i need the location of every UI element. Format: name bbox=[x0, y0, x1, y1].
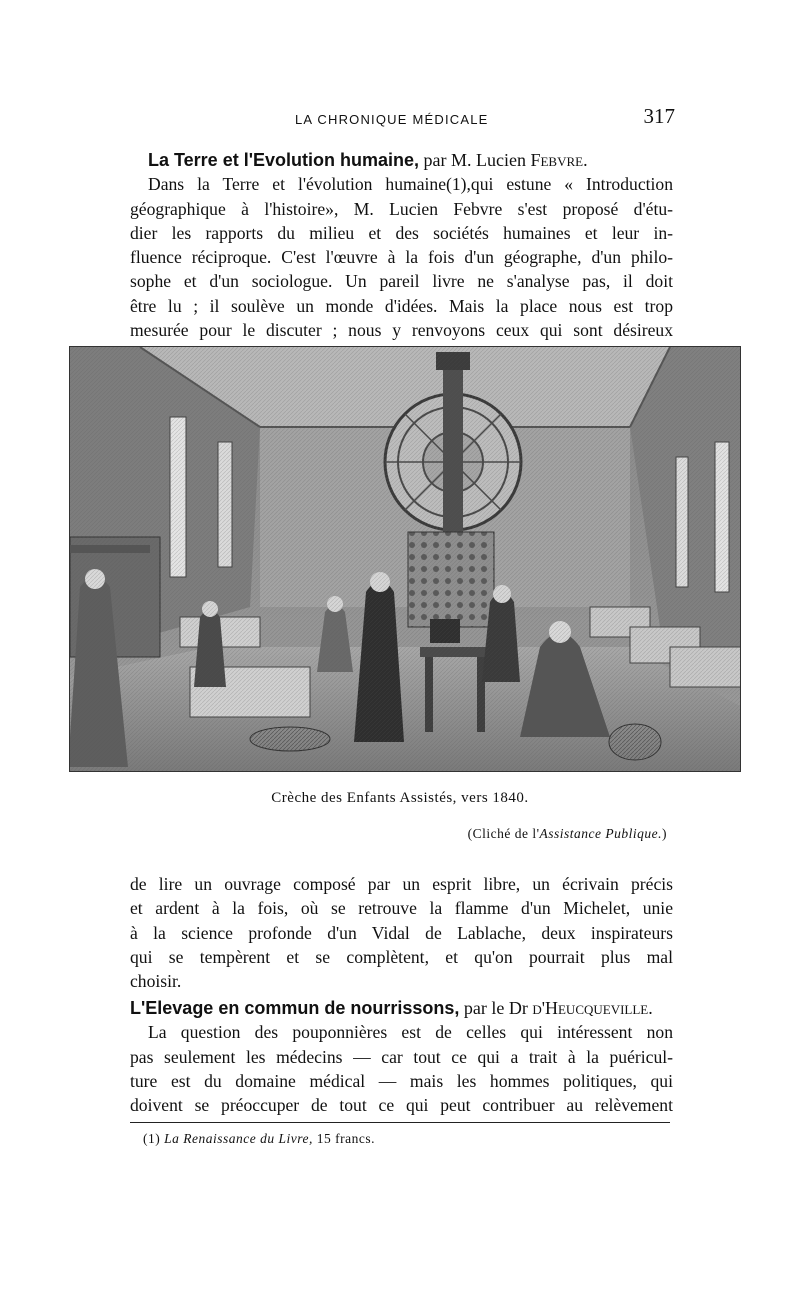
review-1-heading bbox=[130, 148, 673, 172]
text-line: et ardent à la fois, où se retrouve la flamme d'un Michelet, unie bbox=[130, 898, 673, 919]
review-2-author: d'Heucqueville. bbox=[532, 998, 653, 1018]
footnote-source: La Renaissance du Livre, bbox=[164, 1131, 313, 1146]
text-line: choisir. bbox=[130, 971, 182, 992]
engraving-illustration bbox=[69, 346, 741, 772]
text-line: géographique à l'histoire», M. Lucien Febvre s'est proposé d'étu- bbox=[130, 198, 673, 219]
running-head bbox=[130, 102, 675, 132]
text-line: fluence réciproque. C'est l'œuvre à la fois d'un géographe, d'un philo- bbox=[130, 247, 673, 268]
figure-caption: Crèche des Enfants Assistés, vers 1840. bbox=[271, 790, 529, 806]
text-line: à la science profonde d'un Vidal de Lablache, deux inspirateurs bbox=[130, 922, 673, 943]
review-2-by: par le bbox=[463, 998, 505, 1018]
review-2-heading bbox=[130, 996, 673, 1020]
text-line: sophe et d'un sociologue. Un pareil livre ne s'analyse pas, il doit bbox=[130, 271, 673, 292]
footnote-price: 15 francs. bbox=[316, 1131, 375, 1146]
review-1-title: La Terre et l'Evolution humaine, bbox=[148, 150, 419, 170]
text-line: doivent se préoccuper de tout ce qui peut contribuer au relèvement bbox=[130, 1095, 673, 1116]
review-2-title: L'Elevage en commun de nourrissons, bbox=[130, 998, 460, 1018]
text-line: mesurée pour le discuter ; nous y renvoyons ceux qui sont désireux bbox=[130, 320, 673, 341]
credit-suffix: ) bbox=[662, 826, 667, 841]
text-line: dier les rapports du milieu et des sociétés humaines et leur in- bbox=[130, 222, 673, 243]
review-1 bbox=[130, 148, 673, 342]
review-1-continued bbox=[130, 872, 673, 993]
text-line: de lire un ouvrage composé par un esprit libre, un écrivain précis bbox=[130, 874, 673, 894]
footnote-marker: (1) bbox=[143, 1131, 161, 1146]
text-line: être lu ; il soulève un monde d'idées. Mais la place nous est trop bbox=[130, 295, 673, 316]
review-2-author-prefix: Dr bbox=[508, 998, 528, 1018]
credit-prefix: (Cliché de l' bbox=[467, 826, 540, 841]
review-2 bbox=[130, 996, 673, 1117]
page-number: 317 bbox=[643, 104, 675, 128]
text-line: qui se tempèrent et se complètent, et qu'on pourrait plus mal bbox=[130, 946, 673, 967]
text-line: Dans la Terre et l'évolution humaine(1),qui estune « Introduction bbox=[148, 174, 673, 195]
credit-source: Assistance Publique. bbox=[539, 826, 662, 841]
running-title: LA CHRONIQUE MÉDICALE bbox=[295, 112, 489, 127]
review-1-by: par M. Lucien bbox=[423, 150, 526, 170]
footnote-rule bbox=[130, 1122, 670, 1123]
footnote bbox=[143, 1131, 375, 1147]
text-line: pas seulement les médecins — car tout ce qui a trait à la puéricul- bbox=[130, 1046, 673, 1067]
text-line: La question des pouponnières est de celles qui intéressent non bbox=[148, 1022, 673, 1043]
figure-credit bbox=[0, 826, 667, 842]
text-line: ture est du domaine médical — mais les hommes politiques, qui bbox=[130, 1070, 673, 1091]
review-1-author: Febvre. bbox=[530, 150, 588, 170]
